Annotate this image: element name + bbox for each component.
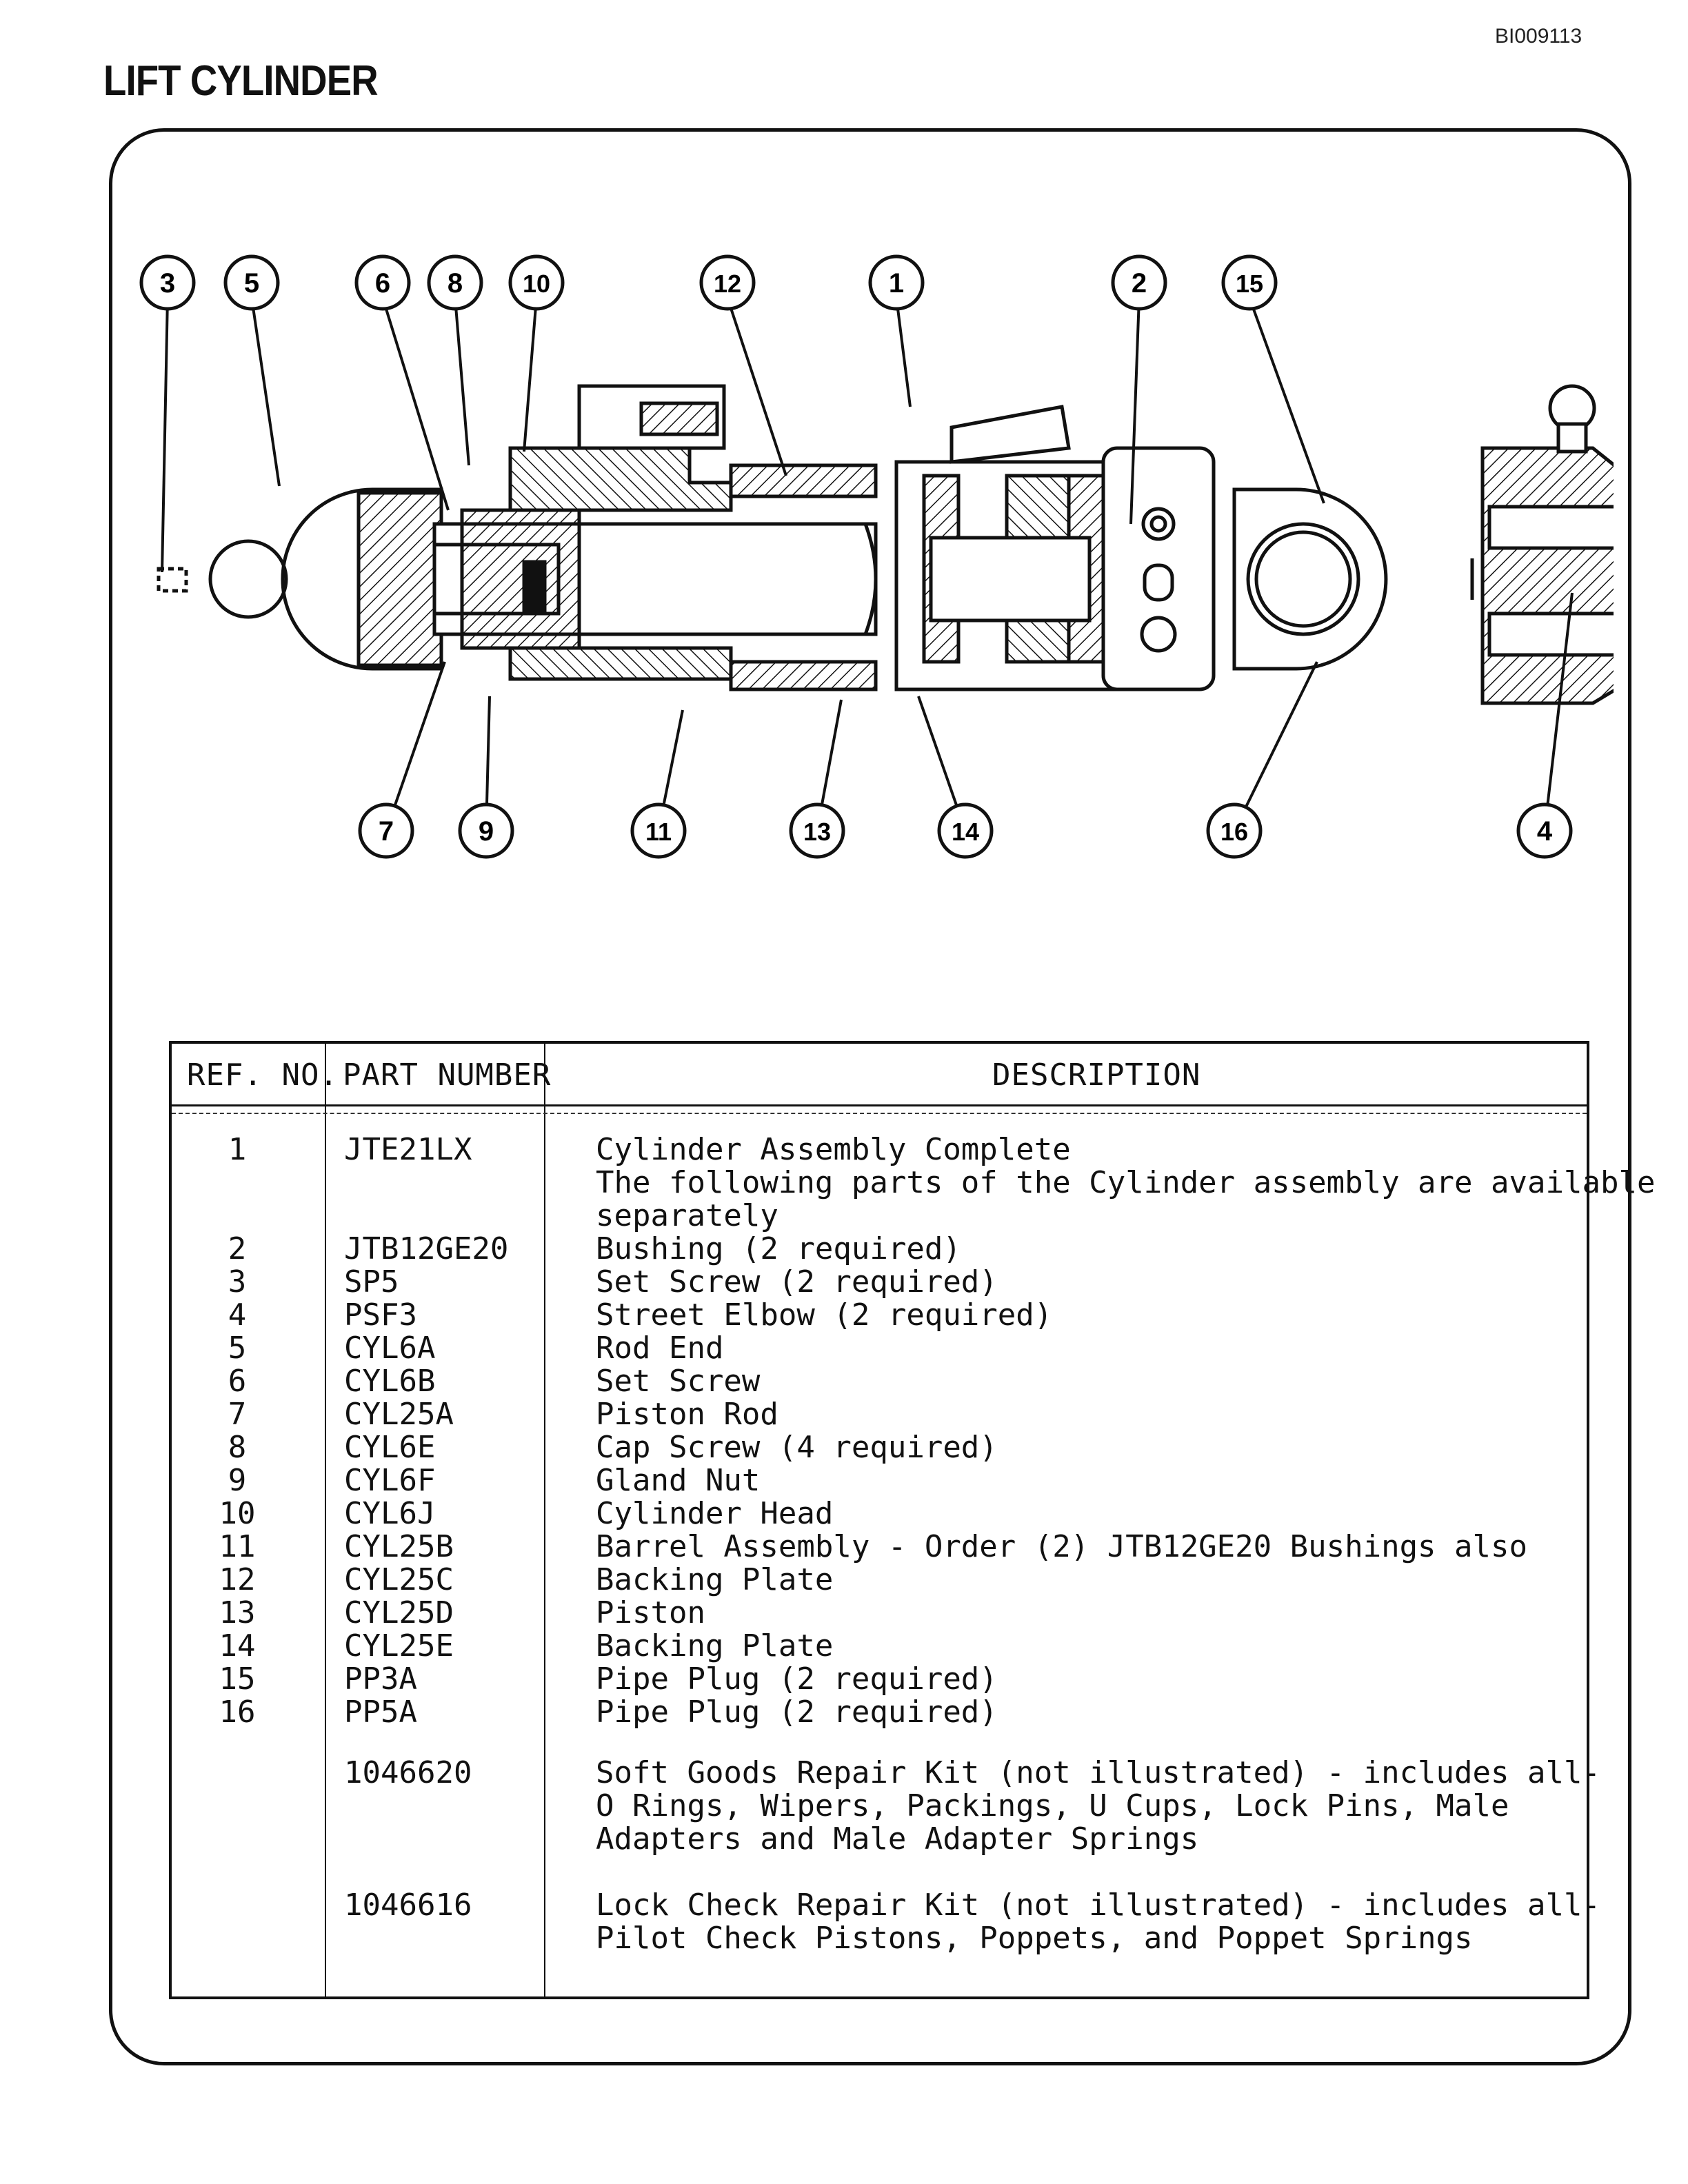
table-row xyxy=(172,1398,1587,1431)
kit-description-line: Soft Goods Repair Kit (not illustrated) - includes all- xyxy=(596,1755,1600,1790)
description-cell: Backing Plate xyxy=(596,1562,834,1597)
svg-text:16: 16 xyxy=(1220,818,1249,846)
table-row xyxy=(172,1200,1587,1233)
header-description: DESCRIPTION xyxy=(992,1058,1201,1093)
ref-no-cell: 16 xyxy=(219,1695,256,1730)
callout-4 xyxy=(1518,805,1571,857)
header-part-number: PART NUMBER xyxy=(343,1058,552,1093)
part-number-cell: SP5 xyxy=(344,1264,399,1300)
parts-table xyxy=(169,1041,1656,1999)
svg-text:7: 7 xyxy=(378,816,394,847)
ref-no-cell: 5 xyxy=(228,1331,247,1366)
part-number-cell: CYL6F xyxy=(344,1463,436,1498)
ref-no-cell: 3 xyxy=(228,1264,247,1300)
table-row xyxy=(172,1431,1587,1464)
svg-text:3: 3 xyxy=(159,268,176,299)
kit-description-line: Adapters and Male Adapter Springs xyxy=(596,1821,1199,1857)
table-row xyxy=(172,1299,1587,1332)
part-number-cell: CYL25D xyxy=(344,1595,454,1630)
table-row xyxy=(172,1696,1587,1729)
description-cell: Piston xyxy=(596,1595,705,1630)
header-rule xyxy=(172,1104,1587,1106)
description-cell: Gland Nut xyxy=(596,1463,761,1498)
description-cell: Bushing (2 required) xyxy=(596,1231,961,1266)
description-cell: separately xyxy=(596,1198,778,1233)
svg-text:13: 13 xyxy=(803,818,832,846)
table-row xyxy=(172,1663,1587,1696)
description-cell: The following parts of the Cylinder assembly are available xyxy=(596,1165,1656,1200)
description-cell: Pipe Plug (2 required) xyxy=(596,1695,998,1730)
svg-text:12: 12 xyxy=(713,270,742,298)
document-id: BI009113 xyxy=(1495,25,1582,48)
ref-no-cell: 7 xyxy=(228,1397,247,1432)
description-cell: Cylinder Assembly Complete xyxy=(596,1132,1071,1167)
callout-3 xyxy=(141,256,194,309)
svg-text:11: 11 xyxy=(645,818,672,846)
kit-description-line: Lock Check Repair Kit (not illustrated) - includes all- xyxy=(596,1888,1600,1923)
part-number-cell: CYL25C xyxy=(344,1562,454,1597)
svg-text:10: 10 xyxy=(522,270,551,298)
callout-13 xyxy=(791,805,843,857)
description-cell: Set Screw xyxy=(596,1364,761,1399)
callout-5 xyxy=(225,256,278,309)
description-cell: Set Screw (2 required) xyxy=(596,1264,998,1300)
table-row xyxy=(172,1564,1587,1597)
ref-no-cell: 15 xyxy=(219,1661,256,1697)
svg-text:2: 2 xyxy=(1131,268,1147,299)
part-number-cell: CYL6A xyxy=(344,1331,436,1366)
part-number-cell: CYL6B xyxy=(344,1364,436,1399)
svg-text:8: 8 xyxy=(447,268,463,299)
description-cell: Cap Screw (4 required) xyxy=(596,1430,998,1465)
kit-part-number: 1046616 xyxy=(344,1888,472,1923)
ref-no-cell: 2 xyxy=(228,1231,247,1266)
part-number-cell: JTB12GE20 xyxy=(344,1231,509,1266)
callout-12 xyxy=(701,256,754,309)
kit-description-line: O Rings, Wipers, Packings, U Cups, Lock Pins, Male xyxy=(596,1788,1509,1823)
part-number-cell: CYL25B xyxy=(344,1529,454,1564)
description-cell: Street Elbow (2 required) xyxy=(596,1297,1053,1333)
part-number-cell: PP3A xyxy=(344,1661,417,1697)
kit-part-number: 1046620 xyxy=(344,1755,472,1790)
ref-no-cell: 1 xyxy=(228,1132,247,1167)
ref-no-cell: 11 xyxy=(219,1529,256,1564)
ref-no-cell: 14 xyxy=(219,1628,256,1664)
part-number-cell: CYL25A xyxy=(344,1397,454,1432)
table-row xyxy=(172,1497,1587,1530)
part-number-cell: CYL6E xyxy=(344,1430,436,1465)
description-cell: Rod End xyxy=(596,1331,724,1366)
part-number-cell: PSF3 xyxy=(344,1297,417,1333)
header-rule-dashed xyxy=(172,1113,1587,1114)
description-cell: Cylinder Head xyxy=(596,1496,834,1531)
svg-text:15: 15 xyxy=(1235,270,1264,298)
description-cell: Piston Rod xyxy=(596,1397,778,1432)
table-row xyxy=(172,1233,1587,1266)
callout-15 xyxy=(1223,256,1276,309)
page-title: LIFT CYLINDER xyxy=(103,57,378,105)
svg-text:9: 9 xyxy=(478,816,494,847)
description-cell: Pipe Plug (2 required) xyxy=(596,1661,998,1697)
callout-9 xyxy=(460,805,512,857)
part-number-cell: CYL25E xyxy=(344,1628,454,1664)
callout-6 xyxy=(356,256,409,309)
ref-no-cell: 8 xyxy=(228,1430,247,1465)
svg-text:14: 14 xyxy=(951,818,980,846)
callout-14 xyxy=(939,805,992,857)
table-row xyxy=(172,1630,1587,1663)
callout-2 xyxy=(1113,256,1165,309)
callout-16 xyxy=(1208,805,1260,857)
table-row xyxy=(172,1365,1587,1398)
table-row xyxy=(172,1597,1587,1630)
ref-no-cell: 13 xyxy=(219,1595,256,1630)
header-ref-no: REF. NO. xyxy=(187,1058,339,1093)
svg-text:5: 5 xyxy=(243,268,260,299)
svg-text:1: 1 xyxy=(888,268,905,299)
table-row xyxy=(172,1332,1587,1365)
part-number-cell: PP5A xyxy=(344,1695,417,1730)
callout-8 xyxy=(429,256,481,309)
svg-text:6: 6 xyxy=(374,268,391,299)
ref-no-cell: 10 xyxy=(219,1496,256,1531)
table-row xyxy=(172,1133,1587,1166)
ref-no-cell: 12 xyxy=(219,1562,256,1597)
part-number-cell: CYL6J xyxy=(344,1496,436,1531)
callout-11 xyxy=(632,805,685,857)
part-number-cell: JTE21LX xyxy=(344,1132,472,1167)
table-row xyxy=(172,1530,1587,1564)
lift-cylinder-diagram xyxy=(138,248,1614,882)
description-cell: Backing Plate xyxy=(596,1628,834,1664)
table-row xyxy=(172,1165,1656,1200)
svg-text:4: 4 xyxy=(1536,816,1553,847)
ref-no-cell: 9 xyxy=(228,1463,247,1498)
kit-description-line: Pilot Check Pistons, Poppets, and Poppet Springs xyxy=(596,1921,1473,1956)
callout-7 xyxy=(360,805,412,857)
ref-no-cell: 6 xyxy=(228,1364,247,1399)
cylinder-section-drawing xyxy=(159,386,1614,703)
description-cell: Barrel Assembly - Order (2) JTB12GE20 Bushings also xyxy=(596,1529,1528,1564)
table-row xyxy=(172,1266,1587,1299)
table-row xyxy=(172,1464,1587,1497)
ref-no-cell: 4 xyxy=(228,1297,247,1333)
callout-1 xyxy=(870,256,923,309)
callout-10 xyxy=(510,256,563,309)
